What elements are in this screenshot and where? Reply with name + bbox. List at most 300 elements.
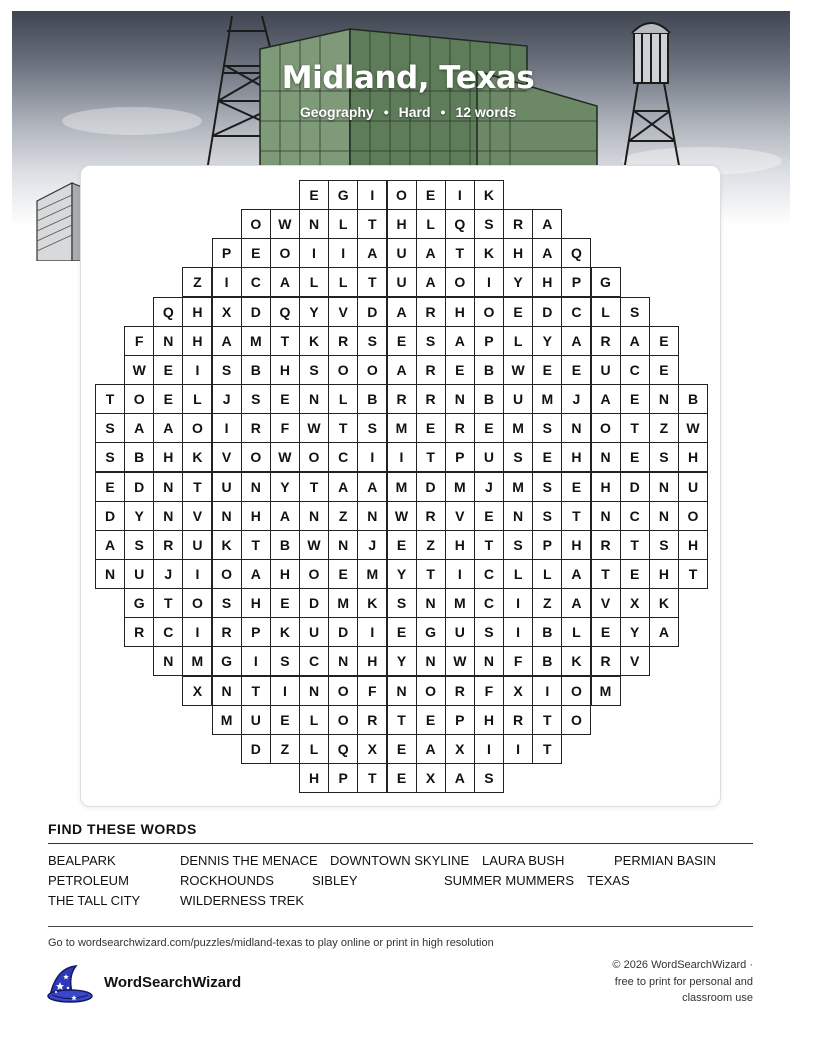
grid-cell[interactable]: Z — [182, 267, 212, 297]
grid-cell[interactable]: V — [620, 646, 650, 676]
grid-cell[interactable]: T — [591, 559, 621, 589]
grid-cell[interactable]: U — [299, 617, 329, 647]
grid-cell[interactable]: J — [561, 384, 591, 414]
grid-cell[interactable]: Y — [532, 326, 562, 356]
grid-cell[interactable]: X — [620, 588, 650, 618]
grid-cell[interactable]: M — [503, 472, 533, 502]
grid-cell[interactable]: E — [387, 530, 417, 560]
grid-cell[interactable]: M — [212, 705, 242, 735]
grid-cell[interactable]: W — [124, 355, 154, 385]
grid-cell[interactable]: C — [299, 646, 329, 676]
grid-cell[interactable]: O — [387, 180, 417, 210]
grid-cell[interactable]: S — [95, 413, 125, 443]
grid-cell[interactable]: I — [357, 180, 387, 210]
grid-cell[interactable]: M — [445, 472, 475, 502]
grid-cell[interactable]: I — [532, 676, 562, 706]
grid-cell[interactable]: E — [270, 384, 300, 414]
grid-cell[interactable]: C — [153, 617, 183, 647]
grid-cell[interactable]: D — [357, 297, 387, 327]
grid-cell[interactable]: U — [182, 530, 212, 560]
grid-cell[interactable]: K — [474, 180, 504, 210]
grid-cell[interactable]: M — [532, 384, 562, 414]
grid-cell[interactable]: R — [241, 413, 271, 443]
grid-cell[interactable]: C — [474, 588, 504, 618]
grid-cell[interactable]: E — [649, 326, 679, 356]
grid-cell[interactable]: Z — [649, 413, 679, 443]
grid-cell[interactable]: E — [445, 355, 475, 385]
grid-cell[interactable]: A — [153, 413, 183, 443]
grid-cell[interactable]: E — [328, 559, 358, 589]
grid-cell[interactable]: U — [387, 267, 417, 297]
grid-cell[interactable]: T — [241, 676, 271, 706]
grid-cell[interactable]: O — [561, 676, 591, 706]
grid-cell[interactable]: R — [328, 326, 358, 356]
grid-cell[interactable]: O — [328, 705, 358, 735]
grid-cell[interactable]: V — [328, 297, 358, 327]
grid-cell[interactable]: T — [357, 267, 387, 297]
grid-cell[interactable]: H — [474, 705, 504, 735]
grid-cell[interactable]: B — [357, 384, 387, 414]
grid-cell[interactable]: M — [503, 413, 533, 443]
grid-cell[interactable]: N — [591, 501, 621, 531]
grid-cell[interactable]: P — [532, 530, 562, 560]
grid-cell[interactable]: I — [474, 267, 504, 297]
grid-cell[interactable]: O — [124, 384, 154, 414]
grid-cell[interactable]: S — [416, 326, 446, 356]
grid-cell[interactable]: O — [328, 355, 358, 385]
grid-cell[interactable]: E — [620, 384, 650, 414]
grid-cell[interactable]: X — [416, 763, 446, 793]
grid-cell[interactable]: N — [299, 209, 329, 239]
grid-cell[interactable]: L — [328, 209, 358, 239]
grid-cell[interactable]: A — [416, 238, 446, 268]
grid-cell[interactable]: A — [95, 530, 125, 560]
grid-cell[interactable]: M — [328, 588, 358, 618]
grid-cell[interactable]: I — [503, 588, 533, 618]
grid-cell[interactable]: S — [620, 297, 650, 327]
grid-cell[interactable]: N — [241, 472, 271, 502]
grid-cell[interactable]: O — [416, 676, 446, 706]
grid-cell[interactable]: U — [445, 617, 475, 647]
grid-cell[interactable]: U — [503, 384, 533, 414]
grid-cell[interactable]: H — [153, 442, 183, 472]
grid-cell[interactable]: B — [270, 530, 300, 560]
grid-cell[interactable]: I — [474, 734, 504, 764]
grid-cell[interactable]: V — [445, 501, 475, 531]
grid-cell[interactable]: O — [299, 559, 329, 589]
grid-cell[interactable]: E — [561, 472, 591, 502]
grid-cell[interactable]: C — [474, 559, 504, 589]
grid-cell[interactable]: N — [591, 442, 621, 472]
grid-cell[interactable]: W — [299, 530, 329, 560]
grid-cell[interactable]: S — [95, 442, 125, 472]
grid-cell[interactable]: N — [474, 646, 504, 676]
grid-cell[interactable]: G — [328, 180, 358, 210]
grid-cell[interactable]: A — [270, 267, 300, 297]
grid-cell[interactable]: S — [212, 588, 242, 618]
grid-cell[interactable]: R — [212, 617, 242, 647]
grid-cell[interactable]: W — [445, 646, 475, 676]
grid-cell[interactable]: E — [503, 297, 533, 327]
grid-cell[interactable]: Y — [270, 472, 300, 502]
grid-cell[interactable]: I — [241, 646, 271, 676]
grid-cell[interactable]: B — [678, 384, 708, 414]
grid-cell[interactable]: E — [591, 617, 621, 647]
grid-cell[interactable]: V — [591, 588, 621, 618]
grid-cell[interactable]: E — [387, 326, 417, 356]
grid-cell[interactable]: S — [503, 530, 533, 560]
grid-cell[interactable]: E — [561, 355, 591, 385]
grid-cell[interactable]: S — [532, 501, 562, 531]
grid-cell[interactable]: I — [445, 180, 475, 210]
grid-cell[interactable]: V — [212, 442, 242, 472]
grid-cell[interactable]: S — [124, 530, 154, 560]
grid-cell[interactable]: J — [212, 384, 242, 414]
grid-cell[interactable]: A — [387, 355, 417, 385]
grid-cell[interactable]: K — [561, 646, 591, 676]
grid-cell[interactable]: E — [270, 705, 300, 735]
grid-cell[interactable]: H — [241, 588, 271, 618]
grid-cell[interactable]: L — [503, 326, 533, 356]
grid-cell[interactable]: W — [270, 442, 300, 472]
grid-cell[interactable]: P — [241, 617, 271, 647]
grid-cell[interactable]: O — [474, 297, 504, 327]
grid-cell[interactable]: O — [241, 442, 271, 472]
grid-cell[interactable]: P — [328, 763, 358, 793]
grid-cell[interactable]: A — [328, 472, 358, 502]
grid-cell[interactable]: N — [503, 501, 533, 531]
grid-cell[interactable]: G — [416, 617, 446, 647]
grid-cell[interactable]: B — [474, 355, 504, 385]
grid-cell[interactable]: S — [387, 588, 417, 618]
grid-cell[interactable]: S — [357, 413, 387, 443]
grid-cell[interactable]: H — [561, 530, 591, 560]
grid-cell[interactable]: A — [357, 472, 387, 502]
grid-cell[interactable]: P — [445, 705, 475, 735]
grid-cell[interactable]: K — [357, 588, 387, 618]
grid-cell[interactable]: C — [561, 297, 591, 327]
grid-cell[interactable]: R — [153, 530, 183, 560]
grid-cell[interactable]: Y — [387, 646, 417, 676]
grid-cell[interactable]: T — [299, 472, 329, 502]
grid-cell[interactable]: E — [620, 559, 650, 589]
grid-cell[interactable]: K — [182, 442, 212, 472]
grid-cell[interactable]: Q — [328, 734, 358, 764]
grid-cell[interactable]: R — [591, 530, 621, 560]
grid-cell[interactable]: J — [357, 530, 387, 560]
grid-cell[interactable]: T — [620, 530, 650, 560]
grid-cell[interactable]: I — [503, 734, 533, 764]
grid-cell[interactable]: A — [620, 326, 650, 356]
grid-cell[interactable]: S — [357, 326, 387, 356]
grid-cell[interactable]: Z — [532, 588, 562, 618]
grid-cell[interactable]: T — [270, 326, 300, 356]
grid-cell[interactable]: A — [212, 326, 242, 356]
grid-cell[interactable]: T — [153, 588, 183, 618]
grid-cell[interactable]: A — [416, 734, 446, 764]
grid-cell[interactable]: D — [241, 297, 271, 327]
grid-cell[interactable]: R — [416, 384, 446, 414]
grid-cell[interactable]: R — [591, 646, 621, 676]
grid-cell[interactable]: H — [387, 209, 417, 239]
grid-cell[interactable]: R — [503, 209, 533, 239]
grid-cell[interactable]: H — [357, 646, 387, 676]
grid-cell[interactable]: L — [532, 559, 562, 589]
grid-cell[interactable]: Z — [270, 734, 300, 764]
grid-cell[interactable]: S — [474, 617, 504, 647]
grid-cell[interactable]: T — [445, 238, 475, 268]
grid-cell[interactable]: B — [532, 617, 562, 647]
grid-cell[interactable]: K — [299, 326, 329, 356]
grid-cell[interactable]: H — [445, 530, 475, 560]
grid-cell[interactable]: A — [561, 326, 591, 356]
grid-cell[interactable]: F — [357, 676, 387, 706]
grid-cell[interactable]: F — [503, 646, 533, 676]
grid-cell[interactable]: N — [299, 384, 329, 414]
grid-cell[interactable]: O — [212, 559, 242, 589]
grid-cell[interactable]: N — [212, 501, 242, 531]
grid-cell[interactable]: T — [561, 501, 591, 531]
grid-cell[interactable]: P — [445, 442, 475, 472]
grid-cell[interactable]: C — [241, 267, 271, 297]
grid-cell[interactable]: K — [649, 588, 679, 618]
grid-cell[interactable]: H — [182, 297, 212, 327]
grid-cell[interactable]: D — [95, 501, 125, 531]
grid-cell[interactable]: U — [124, 559, 154, 589]
grid-cell[interactable]: L — [182, 384, 212, 414]
grid-cell[interactable]: S — [649, 442, 679, 472]
grid-cell[interactable]: T — [620, 413, 650, 443]
grid-cell[interactable]: A — [416, 267, 446, 297]
grid-cell[interactable]: U — [678, 472, 708, 502]
grid-cell[interactable]: R — [387, 384, 417, 414]
grid-cell[interactable]: K — [212, 530, 242, 560]
grid-cell[interactable]: H — [678, 530, 708, 560]
grid-cell[interactable]: Q — [153, 297, 183, 327]
grid-cell[interactable]: N — [153, 326, 183, 356]
grid-cell[interactable]: A — [241, 559, 271, 589]
grid-cell[interactable]: N — [299, 676, 329, 706]
grid-cell[interactable]: H — [503, 238, 533, 268]
grid-cell[interactable]: I — [182, 355, 212, 385]
grid-cell[interactable]: T — [95, 384, 125, 414]
grid-cell[interactable]: O — [182, 588, 212, 618]
grid-cell[interactable]: T — [357, 209, 387, 239]
grid-cell[interactable]: I — [212, 267, 242, 297]
grid-cell[interactable]: E — [387, 617, 417, 647]
grid-cell[interactable]: I — [357, 442, 387, 472]
grid-cell[interactable]: E — [153, 355, 183, 385]
grid-cell[interactable]: N — [212, 676, 242, 706]
grid-cell[interactable]: Y — [124, 501, 154, 531]
grid-cell[interactable]: Z — [328, 501, 358, 531]
grid-cell[interactable]: A — [532, 238, 562, 268]
grid-cell[interactable]: N — [445, 384, 475, 414]
grid-cell[interactable]: S — [474, 209, 504, 239]
grid-cell[interactable]: S — [299, 355, 329, 385]
grid-cell[interactable]: R — [416, 355, 446, 385]
grid-cell[interactable]: N — [95, 559, 125, 589]
grid-cell[interactable]: H — [270, 559, 300, 589]
grid-cell[interactable]: T — [328, 413, 358, 443]
grid-cell[interactable]: W — [299, 413, 329, 443]
grid-cell[interactable]: I — [503, 617, 533, 647]
grid-cell[interactable]: X — [503, 676, 533, 706]
grid-cell[interactable]: N — [153, 646, 183, 676]
grid-cell[interactable]: L — [299, 705, 329, 735]
grid-cell[interactable]: S — [270, 646, 300, 676]
grid-cell[interactable]: K — [474, 238, 504, 268]
grid-cell[interactable]: E — [270, 588, 300, 618]
grid-cell[interactable]: O — [299, 442, 329, 472]
grid-cell[interactable]: C — [620, 355, 650, 385]
grid-cell[interactable]: S — [474, 763, 504, 793]
grid-cell[interactable]: A — [649, 617, 679, 647]
grid-cell[interactable]: T — [678, 559, 708, 589]
grid-cell[interactable]: M — [241, 326, 271, 356]
grid-cell[interactable]: L — [328, 384, 358, 414]
grid-cell[interactable]: O — [182, 413, 212, 443]
grid-cell[interactable]: S — [532, 472, 562, 502]
grid-cell[interactable]: M — [387, 472, 417, 502]
grid-cell[interactable]: A — [561, 588, 591, 618]
grid-cell[interactable]: T — [474, 530, 504, 560]
grid-cell[interactable]: P — [474, 326, 504, 356]
grid-cell[interactable]: N — [387, 676, 417, 706]
grid-cell[interactable]: D — [532, 297, 562, 327]
grid-cell[interactable]: T — [182, 472, 212, 502]
grid-cell[interactable]: E — [241, 238, 271, 268]
grid-cell[interactable]: N — [299, 501, 329, 531]
grid-cell[interactable]: D — [620, 472, 650, 502]
grid-cell[interactable]: L — [591, 297, 621, 327]
grid-cell[interactable]: G — [212, 646, 242, 676]
grid-cell[interactable]: I — [270, 676, 300, 706]
grid-cell[interactable]: B — [532, 646, 562, 676]
grid-cell[interactable]: H — [678, 442, 708, 472]
grid-cell[interactable]: T — [532, 705, 562, 735]
grid-cell[interactable]: E — [387, 763, 417, 793]
grid-cell[interactable]: D — [241, 734, 271, 764]
grid-cell[interactable]: R — [445, 676, 475, 706]
grid-cell[interactable]: O — [445, 267, 475, 297]
grid-cell[interactable]: H — [591, 472, 621, 502]
grid-cell[interactable]: M — [445, 588, 475, 618]
grid-cell[interactable]: O — [241, 209, 271, 239]
grid-cell[interactable]: Q — [445, 209, 475, 239]
grid-cell[interactable]: U — [387, 238, 417, 268]
grid-cell[interactable]: U — [241, 705, 271, 735]
grid-cell[interactable]: E — [474, 501, 504, 531]
grid-cell[interactable]: N — [649, 501, 679, 531]
grid-cell[interactable]: N — [649, 384, 679, 414]
grid-cell[interactable]: X — [182, 676, 212, 706]
grid-cell[interactable]: F — [270, 413, 300, 443]
grid-cell[interactable]: H — [270, 355, 300, 385]
grid-cell[interactable]: H — [561, 442, 591, 472]
grid-cell[interactable]: Q — [270, 297, 300, 327]
grid-cell[interactable]: L — [503, 559, 533, 589]
grid-cell[interactable]: G — [591, 267, 621, 297]
grid-cell[interactable]: X — [357, 734, 387, 764]
grid-cell[interactable]: N — [649, 472, 679, 502]
grid-cell[interactable]: E — [649, 355, 679, 385]
grid-cell[interactable]: S — [532, 413, 562, 443]
grid-cell[interactable]: A — [445, 326, 475, 356]
grid-cell[interactable]: Z — [416, 530, 446, 560]
grid-cell[interactable]: H — [445, 297, 475, 327]
grid-cell[interactable]: T — [532, 734, 562, 764]
grid-cell[interactable]: I — [357, 617, 387, 647]
grid-cell[interactable]: R — [357, 705, 387, 735]
grid-cell[interactable]: W — [503, 355, 533, 385]
grid-cell[interactable]: H — [241, 501, 271, 531]
grid-cell[interactable]: O — [678, 501, 708, 531]
grid-cell[interactable]: H — [532, 267, 562, 297]
grid-cell[interactable]: H — [182, 326, 212, 356]
grid-cell[interactable]: A — [124, 413, 154, 443]
grid-cell[interactable]: I — [387, 442, 417, 472]
grid-cell[interactable]: E — [387, 734, 417, 764]
grid-cell[interactable]: Y — [503, 267, 533, 297]
grid-cell[interactable]: F — [474, 676, 504, 706]
grid-cell[interactable]: J — [474, 472, 504, 502]
grid-cell[interactable]: A — [387, 297, 417, 327]
grid-cell[interactable]: E — [416, 180, 446, 210]
grid-cell[interactable]: A — [561, 559, 591, 589]
grid-cell[interactable]: M — [387, 413, 417, 443]
grid-cell[interactable]: M — [182, 646, 212, 676]
grid-cell[interactable]: L — [561, 617, 591, 647]
grid-cell[interactable]: P — [561, 267, 591, 297]
grid-cell[interactable]: D — [124, 472, 154, 502]
grid-cell[interactable]: W — [270, 209, 300, 239]
grid-cell[interactable]: B — [474, 384, 504, 414]
grid-cell[interactable]: I — [299, 238, 329, 268]
grid-cell[interactable]: E — [416, 413, 446, 443]
grid-cell[interactable]: N — [328, 646, 358, 676]
grid-cell[interactable]: Y — [387, 559, 417, 589]
grid-cell[interactable]: D — [328, 617, 358, 647]
grid-cell[interactable]: L — [299, 734, 329, 764]
grid-cell[interactable]: S — [241, 384, 271, 414]
grid-cell[interactable]: F — [124, 326, 154, 356]
grid-cell[interactable]: Y — [299, 297, 329, 327]
grid-cell[interactable]: X — [212, 297, 242, 327]
grid-cell[interactable]: E — [532, 442, 562, 472]
grid-cell[interactable]: M — [357, 559, 387, 589]
grid-cell[interactable]: S — [212, 355, 242, 385]
grid-cell[interactable]: H — [649, 559, 679, 589]
grid-cell[interactable]: C — [620, 501, 650, 531]
grid-cell[interactable]: A — [445, 763, 475, 793]
grid-cell[interactable]: N — [416, 646, 446, 676]
grid-cell[interactable]: B — [124, 442, 154, 472]
grid-cell[interactable]: O — [561, 705, 591, 735]
grid-cell[interactable]: L — [299, 267, 329, 297]
grid-cell[interactable]: N — [357, 501, 387, 531]
grid-cell[interactable]: W — [678, 413, 708, 443]
grid-cell[interactable]: Q — [561, 238, 591, 268]
grid-cell[interactable]: I — [328, 238, 358, 268]
grid-cell[interactable]: N — [328, 530, 358, 560]
grid-cell[interactable]: I — [182, 617, 212, 647]
grid-cell[interactable]: R — [416, 297, 446, 327]
grid-cell[interactable]: R — [416, 501, 446, 531]
grid-cell[interactable]: E — [95, 472, 125, 502]
grid-cell[interactable]: R — [445, 413, 475, 443]
grid-cell[interactable]: N — [153, 501, 183, 531]
